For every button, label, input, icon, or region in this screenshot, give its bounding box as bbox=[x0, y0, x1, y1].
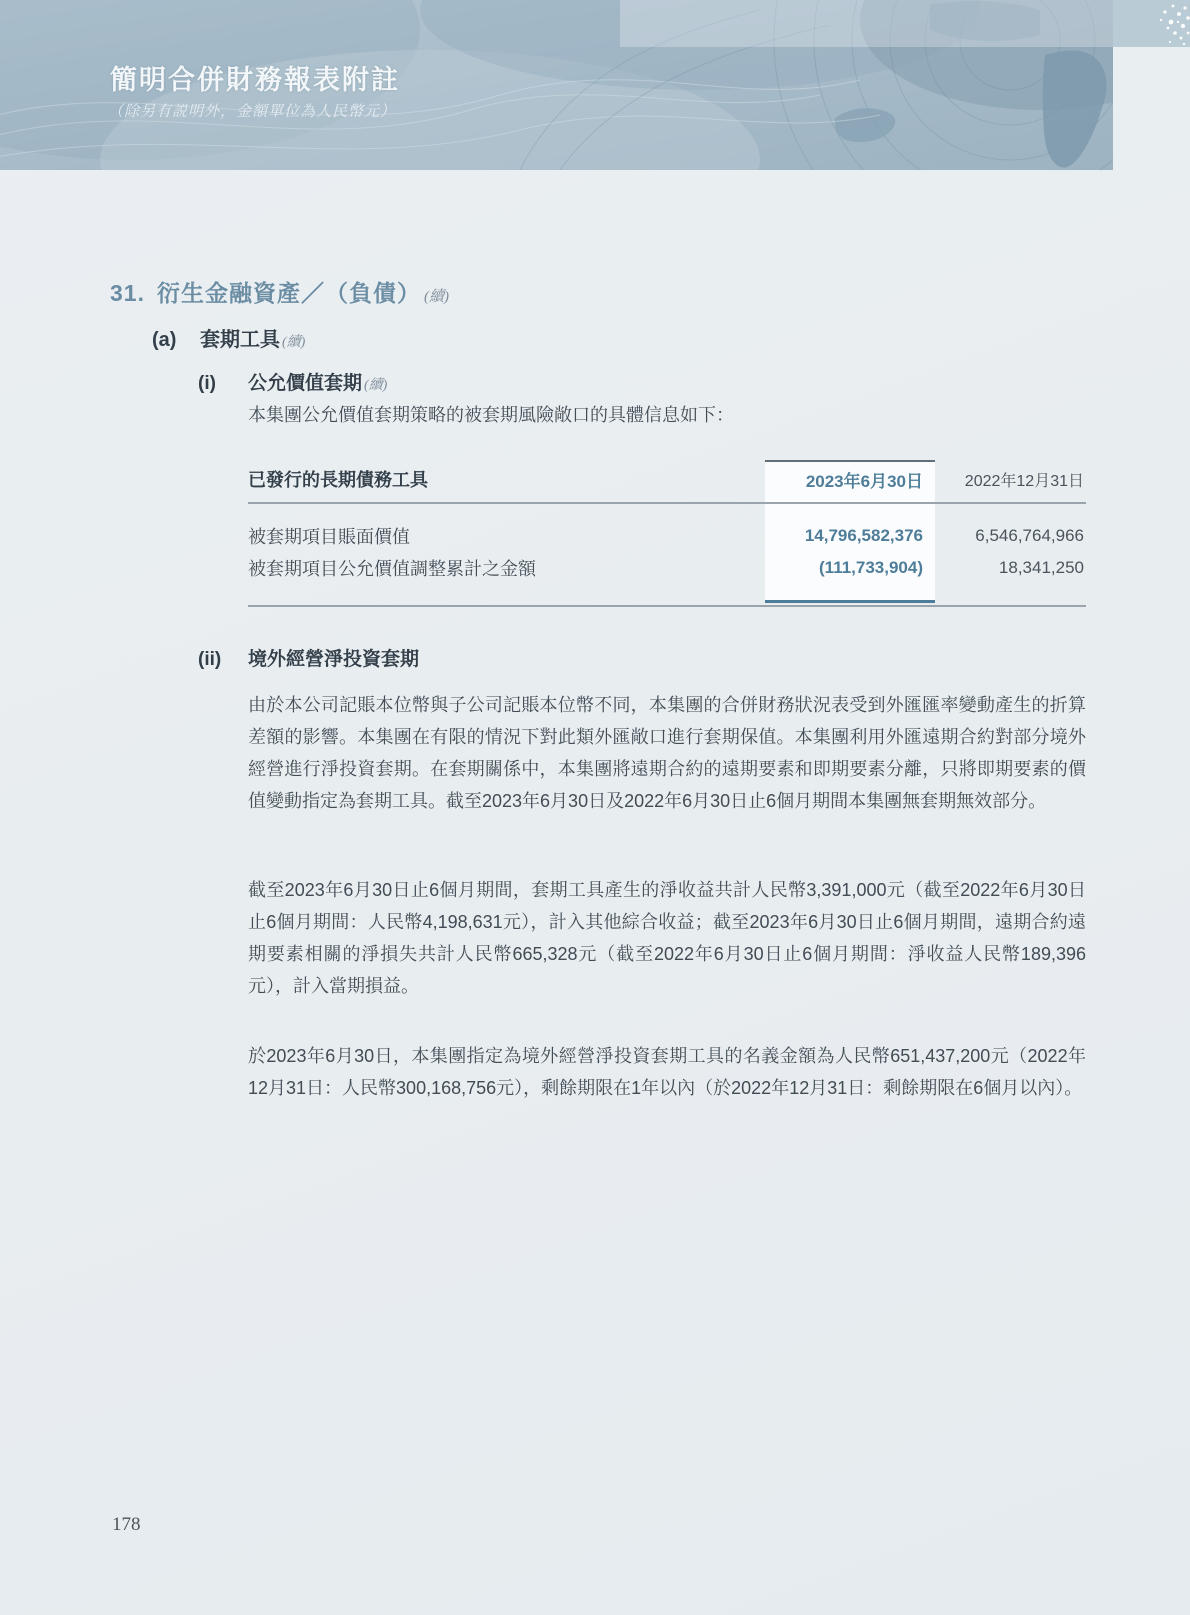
section-title: 衍生金融資產／（負債） bbox=[156, 280, 421, 306]
section-heading-31 bbox=[110, 275, 449, 308]
subsection-ii-title: 境外經營淨投資套期 bbox=[248, 649, 420, 670]
header-band bbox=[620, 0, 1113, 47]
header-title: 簡明合併財務報表附註 bbox=[110, 65, 400, 95]
subsection-i-title: 公允價值套期 bbox=[248, 373, 363, 394]
table-header-row bbox=[248, 448, 1086, 504]
page-number: 178 bbox=[112, 1514, 141, 1535]
subsection-a-title: 套期工具 bbox=[200, 329, 280, 351]
table-row-carrying-amount bbox=[248, 520, 1086, 552]
fair-value-hedge-intro: 本集團公允價值套期策略的被套期風險敞口的具體信息如下： bbox=[248, 405, 734, 425]
hedged-exposure-table bbox=[248, 448, 1086, 608]
dandelion-icon bbox=[1113, 0, 1190, 47]
section-continued-marker: (續) bbox=[423, 289, 449, 305]
col-header-instrument: 已發行的長期債務工具 bbox=[248, 470, 428, 490]
page-header bbox=[0, 0, 1113, 170]
value-2023: (111,733,904) bbox=[819, 558, 923, 577]
subsection-a-continued-marker: (續) bbox=[282, 335, 306, 350]
header-subtitle: （除另有説明外，金額單位為人民幣元） bbox=[108, 104, 397, 120]
value-2023: 14,796,582,376 bbox=[804, 526, 923, 545]
table-row-fv-adjustment bbox=[248, 552, 1086, 584]
subsection-a-label: (a) bbox=[152, 329, 177, 351]
subsection-i-label: (i) bbox=[198, 373, 216, 394]
net-investment-hedge-paragraph-2: 截至2023年6月30日止6個月期間，套期工具產生的淨收益共計人民幣3,391,000元（截至2022年6月30日止6個月期間：人民幣4,198,631元），計入其他綜合收益；截至2023年6月30日止6個月期間，遠期合約遠期要素相關的淨損失共計人民幣665,328元（截至2022年6月30日止6個月期間：淨收益人民幣189,396元），計入當期損益。 bbox=[248, 880, 1086, 996]
row-label: 被套期項目公允價值調整累計之金額 bbox=[248, 559, 536, 579]
subsection-i-heading bbox=[198, 368, 387, 395]
col-header-2022: 2022年12月31日 bbox=[964, 472, 1084, 490]
header-corner-band bbox=[1113, 0, 1190, 47]
subsection-ii-label: (ii) bbox=[198, 649, 222, 670]
col-header-2023: 2023年6月30日 bbox=[805, 471, 923, 491]
net-investment-hedge-paragraph-3: 於2023年6月30日，本集團指定為境外經營淨投資套期工具的名義金額為人民幣651,437,200元（2022年12月31日：人民幣300,168,756元），剩餘期限在1年以內（於2022年12月31日：剩餘期限在6個月以內）。 bbox=[248, 1046, 1086, 1098]
value-2022: 18,341,250 bbox=[998, 558, 1084, 577]
row-label: 被套期項目賬面價值 bbox=[248, 527, 410, 547]
subsection-a-heading bbox=[152, 323, 305, 352]
value-2022: 6,546,764,966 bbox=[975, 526, 1084, 545]
net-investment-hedge-paragraph-1: 由於本公司記賬本位幣與子公司記賬本位幣不同，本集團的合併財務狀況表受到外匯匯率變動產生的折算差額的影響。本集團在有限的情況下對此類外匯敞口進行套期保值。本集團利用外匯遠期合約對部分境外經營進行淨投資套期。在套期關係中，本集團將遠期合約的遠期要素和即期要素分離，只將即期要素的價值變動指定為套期工具。截至2023年6月30日及2022年6月30日止6個月期間本集團無套期無效部分。 bbox=[248, 695, 1086, 811]
subsection-i-continued-marker: (續) bbox=[364, 378, 388, 393]
section-number: 31. bbox=[110, 280, 145, 306]
subsection-ii-heading bbox=[198, 644, 419, 671]
